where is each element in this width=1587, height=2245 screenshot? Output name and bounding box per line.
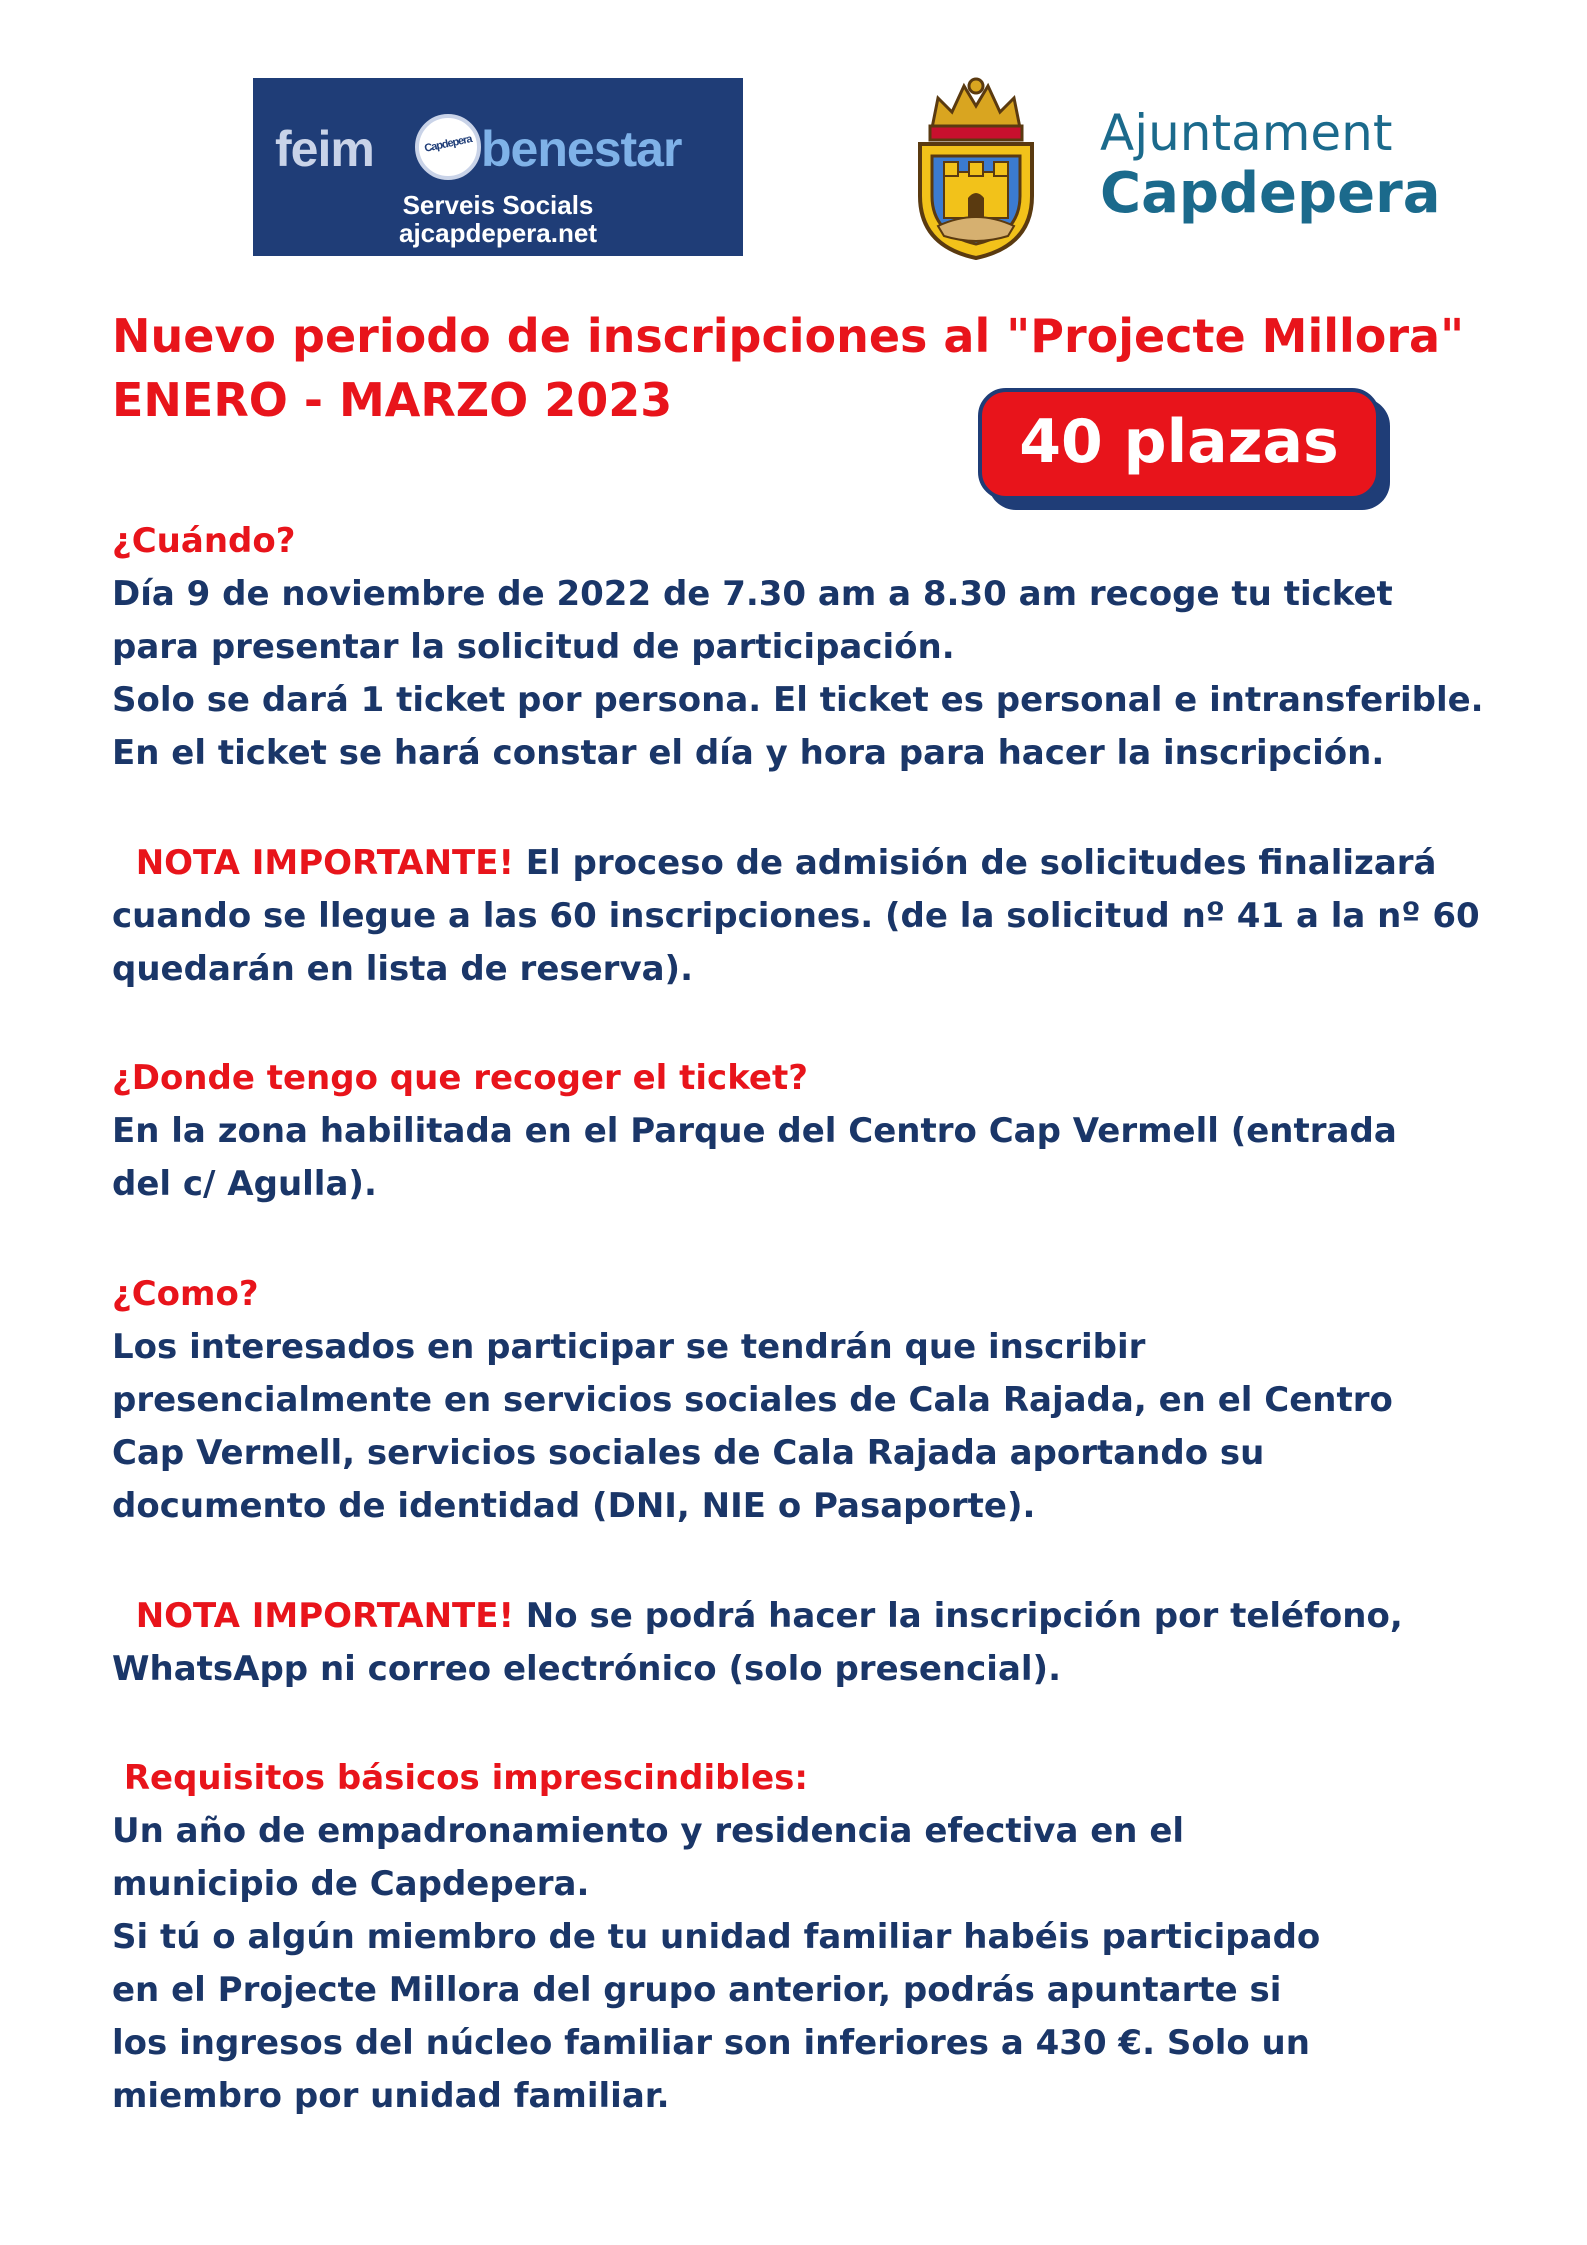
where-line-1: En la zona habilitada en el Parque del Centro Cap Vermell (entrada xyxy=(112,1111,1397,1151)
how-line-4: documento de identidad (DNI, NIE o Pasaporte). xyxy=(112,1486,1036,1526)
note2-line-1 xyxy=(112,1590,1532,1643)
when-heading: ¿Cuándo? xyxy=(112,521,296,561)
note2-label: NOTA IMPORTANTE! xyxy=(135,1596,514,1636)
requirements-heading-text: Requisitos básicos imprescindibles: xyxy=(123,1758,808,1798)
council-name-line2: Capdepera xyxy=(1100,161,1441,226)
note1-line-2: cuando se llegue a las 60 inscripciones. (de la solicitud nº 41 a la nº 60 xyxy=(112,896,1480,936)
title-line-2: ENERO - MARZO 2023 xyxy=(112,373,673,427)
section-requirements xyxy=(112,1752,1532,2123)
how-heading: ¿Como? xyxy=(112,1274,259,1314)
how-line-3: Cap Vermell, servicios sociales de Cala Rajada aportando su xyxy=(112,1433,1265,1473)
note2-line-1-text: No se podrá hacer la inscripción por teléfono, xyxy=(513,1596,1403,1636)
title-line-1: Nuevo periodo de inscripciones al "Projecte Millora" xyxy=(112,309,1465,363)
requirements-heading xyxy=(112,1752,1532,1805)
note1-line-1 xyxy=(112,837,1532,890)
logo-website: ajcapdepera.net xyxy=(399,218,597,248)
plazas-badge xyxy=(978,388,1380,500)
requirements-line-3: Si tú o algún miembro de tu unidad familiar habéis participado xyxy=(112,1917,1321,1957)
requirements-line-4: en el Projecte Millora del grupo anterior, podrás apuntarte si xyxy=(112,1970,1282,2010)
feim-benestar-logo xyxy=(253,78,743,256)
note1-line-3: quedarán en lista de reserva). xyxy=(112,949,694,989)
badge-label: 40 plazas xyxy=(978,388,1380,500)
logo-word-benestar: benestar xyxy=(481,121,682,177)
note2-line-2: WhatsApp ni correo electrónico (solo presencial). xyxy=(112,1649,1061,1689)
council-name-line1: Ajuntament xyxy=(1100,104,1393,162)
section-when xyxy=(112,515,1532,780)
section-how xyxy=(112,1268,1532,1533)
section-note-2 xyxy=(112,1590,1532,1696)
when-line-2: para presentar la solicitud de participación. xyxy=(112,627,955,667)
requirements-line-6: miembro por unidad familiar. xyxy=(112,2076,670,2116)
section-note-1 xyxy=(112,837,1532,996)
where-heading: ¿Donde tengo que recoger el ticket? xyxy=(112,1058,808,1098)
feim-benestar-wordmark xyxy=(253,110,743,190)
requirements-line-5: los ingresos del núcleo familiar son inferiores a 430 €. Solo un xyxy=(112,2023,1310,2063)
note1-label: NOTA IMPORTANTE! xyxy=(135,843,514,883)
how-line-1: Los interesados en participar se tendrán que inscribir xyxy=(112,1327,1146,1367)
section-where xyxy=(112,1052,1532,1211)
logo-serveis-socials: Serveis Socials xyxy=(402,190,594,220)
requirements-line-2: municipio de Capdepera. xyxy=(112,1864,590,1904)
coat-of-arms-icon xyxy=(912,76,1040,262)
when-line-1: Día 9 de noviembre de 2022 de 7.30 am a 8.30 am recoge tu ticket xyxy=(112,574,1393,614)
how-line-2: presencialmente en servicios sociales de Cala Rajada, en el Centro xyxy=(112,1380,1393,1420)
when-line-3: Solo se dará 1 ticket por persona. El ticket es personal e intransferible. xyxy=(112,680,1484,720)
note1-line-1-text: El proceso de admisión de solicitudes finalizará xyxy=(513,843,1437,883)
logo-word-feim: feim xyxy=(275,121,374,177)
when-line-4: En el ticket se hará constar el día y hora para hacer la inscripción. xyxy=(112,733,1385,773)
where-line-2: del c/ Agulla). xyxy=(112,1164,377,1204)
seal-text: Capdepera xyxy=(423,133,473,155)
capdepera-seal-icon xyxy=(415,114,481,180)
requirements-line-1: Un año de empadronamiento y residencia efectiva en el xyxy=(112,1811,1185,1851)
council-name xyxy=(1100,104,1441,226)
